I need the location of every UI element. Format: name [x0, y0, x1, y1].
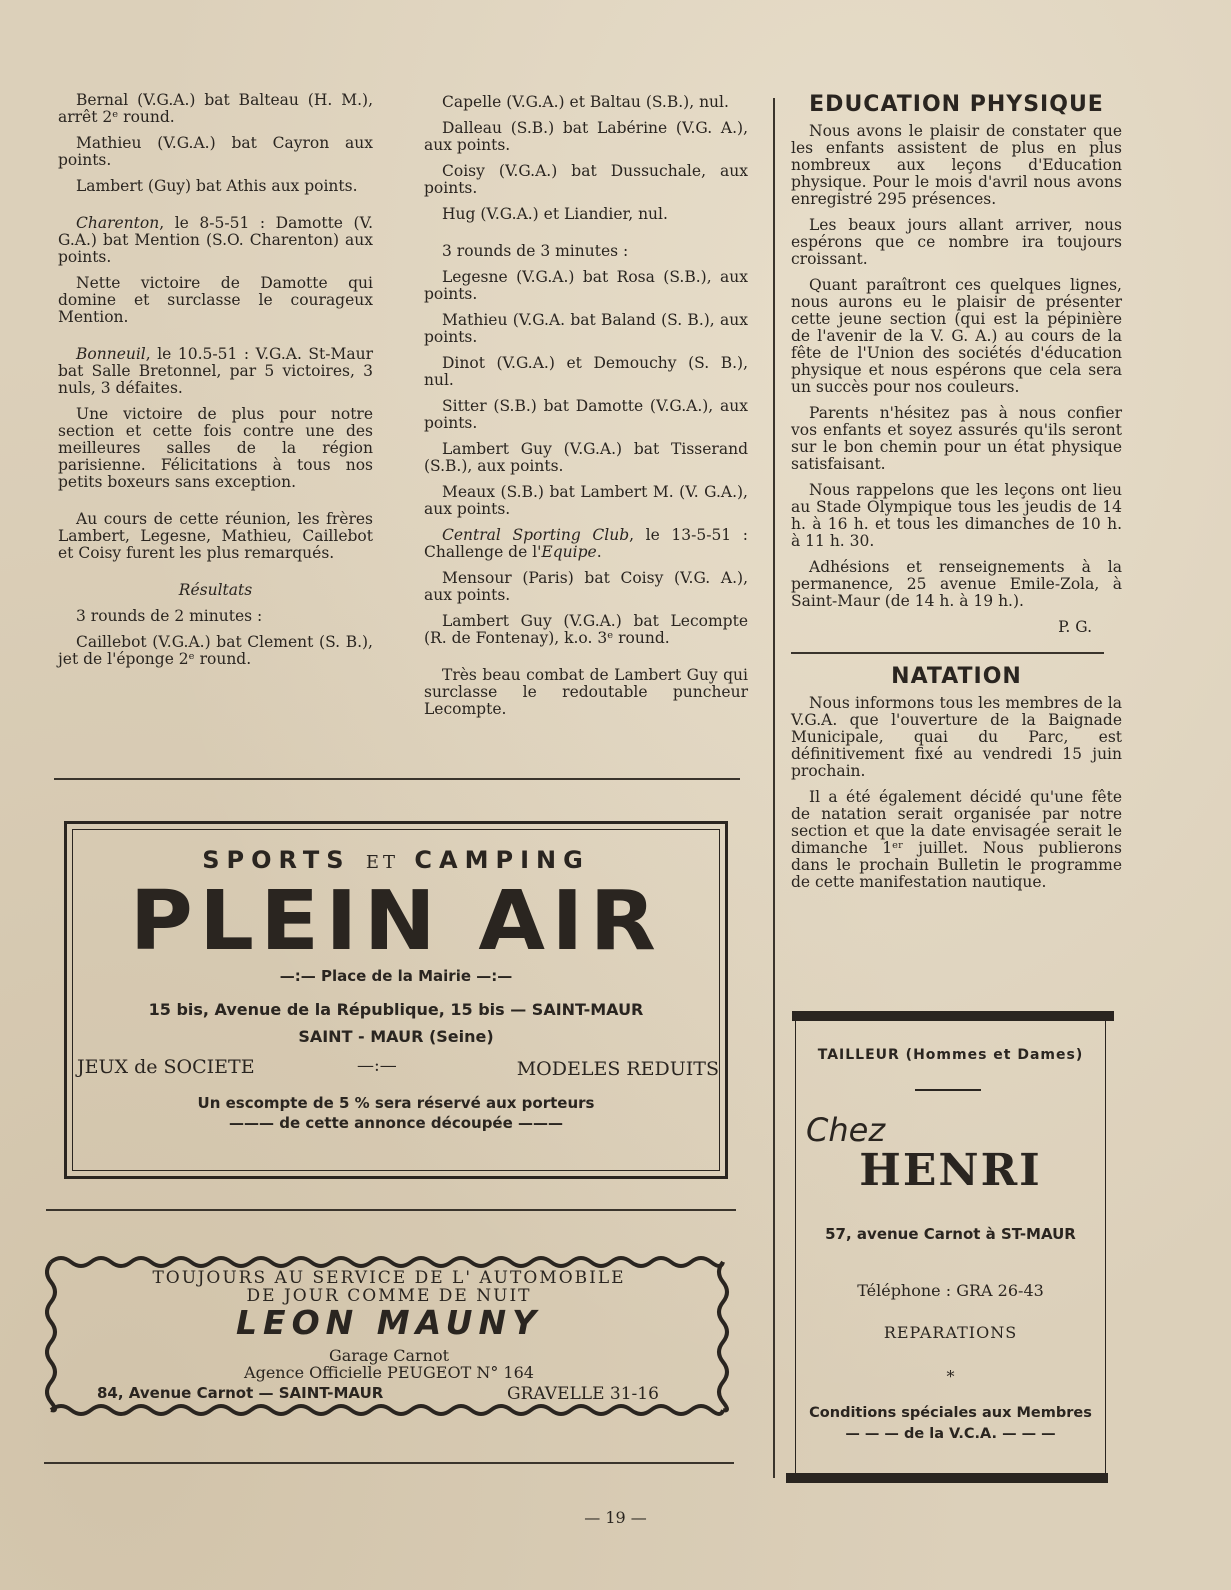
education-p6: Adhésions et renseignements à la permanence, 25 avenue Emile-Zola, à Saint-Maur (de 14 h. à 19 h.). — [791, 558, 1122, 610]
ad-plein-air-address: 15 bis, Avenue de la République, 15 bis — SAINT-MAUR — [148, 1000, 644, 1019]
column-boxing-right — [424, 94, 748, 727]
bonneuil-paragraph: Bonneuil, le 10.5-51 : V.G.A. St-Maur bat Salle Bretonnel, par 5 victoires, 3 nuls, 3 défaites. — [58, 345, 373, 397]
damotte-comment: Nette victoire de Damotte qui domine et surclasse le courageux Mention. — [58, 274, 373, 326]
rounds-2min: 3 rounds de 2 minutes : — [76, 607, 263, 625]
ad-henri-conditions-1: Conditions spéciales aux Membres — [809, 1405, 1092, 1421]
ad-leon-mauny-agency: Agence Officielle PEUGEOT N° 164 — [244, 1363, 534, 1382]
result-coisy: Coisy (V.G.A.) bat Dussuchale, aux points. — [424, 162, 748, 197]
rounds-3min: 3 rounds de 3 minutes : — [442, 242, 629, 260]
ad-plein-air — [64, 821, 728, 1179]
education-p3: Quant paraîtront ces quelques lignes, nous aurons eu le plaisir de présenter cette jeune section (qui est la pépinière de l'avenir de la V. G. A.) au cours de la fête de l'Union des sociétés d'éducation physique et nous espérons que cela sera un succès pour nos couleurs. — [791, 276, 1122, 396]
result-lambert-tisserand: Lambert Guy (V.G.A.) bat Tisserand (S.B.), aux points. — [424, 440, 748, 475]
natation-p1: Nous informons tous les membres de la V.G.A. que l'ouverture de la Baignade Municipale, quai du Parc, est définitivement fixé au vendredi 15 juin prochain. — [791, 693, 1122, 780]
natation-title: NATATION — [891, 663, 1022, 689]
ad-plein-air-name: PLEIN AIR — [129, 874, 663, 969]
central-sporting-paragraph: Central Sporting Club, le 13-5-51 : Challenge de l'Equipe. — [424, 526, 748, 561]
rule-between-ads — [46, 1209, 736, 1211]
result-mathieu: Mathieu (V.G.A.) bat Cayron aux points. — [58, 134, 373, 169]
ad-plein-air-games: JEUX de SOCIETE — [77, 1056, 255, 1078]
result-dinot: Dinot (V.G.A.) et Demouchy (S. B.), nul. — [424, 354, 748, 389]
charenton-paragraph: Charenton, le 8-5-51 : Damotte (V. G.A.) bat Mention (S.O. Charenton) aux points. — [58, 214, 373, 266]
ad-leon-mauny-name: LEON MAUNY — [236, 1303, 542, 1342]
result-bernal: Bernal (V.G.A.) bat Balteau (H. M.), arrêt 2ᵉ round. — [58, 91, 373, 126]
result-hug: Hug (V.G.A.) et Liandier, nul. — [442, 205, 668, 223]
ad-henri-phone: Téléphone : GRA 26-43 — [857, 1281, 1044, 1300]
rule-bottom — [44, 1462, 734, 1464]
ad-plein-air-place: —:— Place de la Mairie —:— — [279, 967, 513, 985]
ad-leon-mauny-phone: GRAVELLE 31-16 — [507, 1384, 659, 1404]
ad-plein-air-discount-2: ——— de cette annonce découpée ——— — [229, 1114, 563, 1132]
column-boxing-left — [58, 92, 373, 677]
result-sitter: Sitter (S.B.) bat Damotte (V.G.A.), aux points. — [424, 397, 748, 432]
ad-henri-chez: Chez — [806, 1111, 886, 1149]
ad-leon-mauny-tagline-1: TOUJOURS AU SERVICE DE L' AUTOMOBILE — [152, 1268, 626, 1288]
lecompte-comment: Très beau combat de Lambert Guy qui surclasse le redoutable puncheur Lecompte. — [424, 666, 748, 718]
result-lambert-guy: Lambert (Guy) bat Athis aux points. — [76, 177, 358, 195]
education-p4: Parents n'hésitez pas à nous confier vos enfants et soyez assurés qu'ils seront sur le bon chemin pour un état physique satisfaisant. — [791, 404, 1122, 473]
results-heading: Résultats — [178, 581, 253, 599]
ad-henri — [795, 1021, 1106, 1473]
education-title: EDUCATION PHYSIQUE — [809, 92, 1104, 117]
ad-plein-air-city: SAINT - MAUR (Seine) — [298, 1027, 494, 1046]
education-p5: Nous rappelons que les leçons ont lieu au Stade Olympique tous les jeudis de 14 h. à 16 h. et tous les dimanches de 10 h. à 11 h. 30. — [791, 481, 1122, 550]
column-divider — [773, 98, 775, 1478]
charenton-place: Charenton — [76, 214, 160, 232]
ad-leon-mauny-tagline-2: DE JOUR COMME DE NUIT — [246, 1286, 532, 1306]
ad-leon-mauny — [45, 1252, 733, 1420]
education-p2: Les beaux jours allant arriver, nous espérons que ce nombre ira toujours croissant. — [791, 216, 1122, 268]
victory-comment: Une victoire de plus pour notre section et cette fois contre une des meilleures salles de la région parisienne. Félicitations à tous nos petits boxeurs sans exception. — [58, 405, 373, 491]
ad-henri-rule — [915, 1089, 981, 1091]
ad-plein-air-discount-1: Un escompte de 5 % sera réservé aux porteurs — [197, 1094, 595, 1112]
ad-plein-air-models: MODELES REDUITS — [516, 1058, 719, 1080]
ad-henri-tailor: TAILLEUR (Hommes et Dames) — [817, 1047, 1084, 1063]
ad-henri-top-bar — [792, 1011, 1114, 1021]
result-meaux: Meaux (S.B.) bat Lambert M. (V. G.A.), aux points. — [424, 483, 748, 518]
ad-leon-mauny-address: 84, Avenue Carnot — SAINT-MAUR — [97, 1384, 384, 1402]
result-mathieu-baland: Mathieu (V.G.A. bat Baland (S. B.), aux points. — [424, 311, 748, 346]
result-dalleau: Dalleau (S.B.) bat Labérine (V.G. A.), aux points. — [424, 119, 748, 154]
ad-henri-star: * — [946, 1367, 955, 1386]
ad-henri-bottom-bar — [786, 1473, 1108, 1483]
ad-plein-air-separator: —:— — [357, 1056, 397, 1076]
ad-henri-conditions-2: — — — de la V.C.A. — — — — [845, 1426, 1056, 1442]
column-education-natation — [791, 92, 1122, 900]
ad-leon-mauny-garage: Garage Carnot — [328, 1346, 450, 1365]
ad-henri-repairs: REPARATIONS — [883, 1323, 1018, 1342]
result-caillebot: Caillebot (V.G.A.) bat Clement (S. B.), jet de l'éponge 2ᵉ round. — [58, 633, 373, 668]
ad-plein-air-heading: SPORTS ET CAMPING — [202, 846, 590, 874]
reunion-comment: Au cours de cette réunion, les frères Lambert, Legesne, Mathieu, Caillebot et Coisy furent les plus remarqués. — [58, 510, 373, 562]
ad-henri-name: HENRI — [859, 1145, 1042, 1196]
signature: P. G. — [1058, 618, 1092, 636]
result-lambert-lecompte: Lambert Guy (V.G.A.) bat Lecompte (R. de Fontenay), k.o. 3ᵉ round. — [424, 612, 748, 647]
result-legesne: Legesne (V.G.A.) bat Rosa (S.B.), aux points. — [424, 268, 748, 303]
result-capelle: Capelle (V.G.A.) et Baltau (S.B.), nul. — [442, 93, 729, 111]
rule-above-ad — [54, 778, 740, 780]
education-p1: Nous avons le plaisir de constater que les enfants assistent de plus en plus nombreux aux leçons d'Education physique. Pour le mois d'avril nous avons enregistré 295 présences. — [791, 122, 1122, 208]
ad-henri-address: 57, avenue Carnot à ST-MAUR — [825, 1225, 1076, 1243]
section-divider — [791, 652, 1104, 654]
natation-p2: Il a été également décidé qu'une fête de natation serait organisée par notre section et que la date envisagée serait le dimanche 1ᵉʳ juillet. Nous publierons dans le prochain Bulletin le programme de cette manifestation nautique. — [791, 787, 1122, 891]
result-mensour: Mensour (Paris) bat Coisy (V.G. A.), aux points. — [424, 569, 748, 604]
page-number: — 19 — — [584, 1508, 647, 1527]
bonneuil-place: Bonneuil — [76, 345, 146, 363]
